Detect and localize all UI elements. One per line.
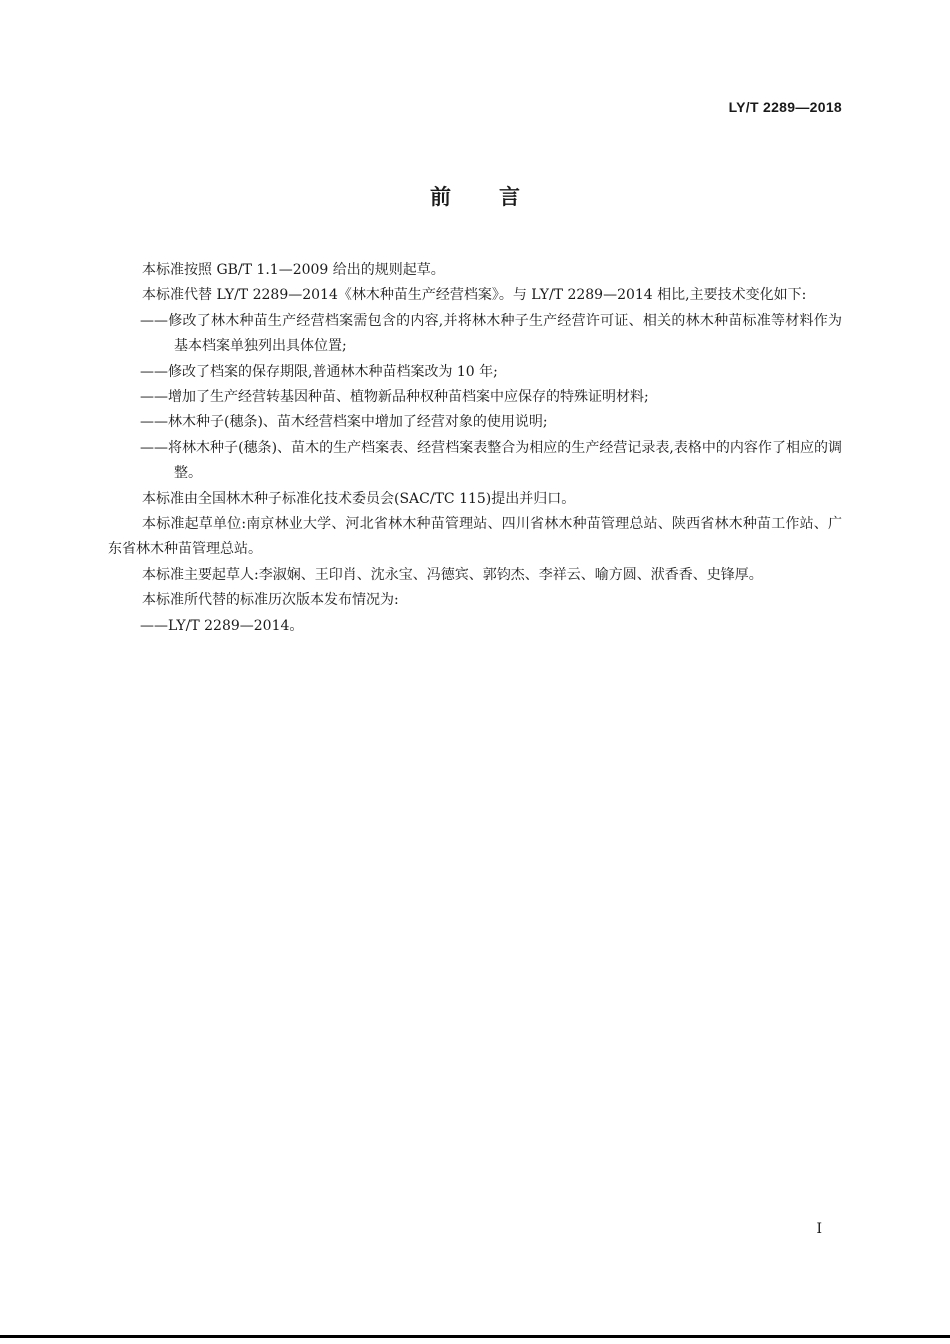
bottom-rule [0,1335,950,1338]
list-item: ——修改了林木种苗生产经营档案需包含的内容,并将林木种子生产经营许可证、相关的林木种苗标准等材料作为基本档案单独列出具体位置; [140,312,842,355]
page-number: I [816,1221,822,1237]
standard-code: LY/T 2289—2018 [728,99,842,115]
paragraph-drafting-units: 本标准起草单位:南京林业大学、河北省林木种苗管理站、四川省林木种苗管理总站、陕西省林木种苗工作站、广东省林木种苗管理总站。 [108,516,842,558]
list-item: ——林木种子(穗条)、苗木经营档案中增加了经营对象的使用说明; [140,414,548,431]
list-item: ——将林木种子(穗条)、苗木的生产档案表、经营档案表整合为相应的生产经营记录表,表格中的内容作了相应的调整。 [140,439,842,482]
paragraph-drafting-rules: 本标准按照 GB/T 1.1—2009 给出的规则起草。 [142,262,445,278]
list-item: ——增加了生产经营转基因种苗、植物新品种权种苗档案中应保存的特殊证明材料; [140,389,649,406]
paragraph-replacement: 本标准代替 LY/T 2289—2014《林木种苗生产经营档案》。与 LY/T 2289—2014 相比,主要技术变化如下: [142,287,807,304]
page-title: 前言 [430,185,568,209]
foreword-body [108,258,842,639]
list-item: ——修改了档案的保存期限,普通林木种苗档案改为 10 年; [140,363,498,380]
paragraph-drafters: 本标准主要起草人:李淑娴、王印肖、沈永宝、冯德宾、郭钧杰、李祥云、喻方圆、洑香香、史锋厚。 [142,566,763,583]
history-item: ——LY/T 2289—2014。 [140,617,304,634]
paragraph-proposer: 本标准由全国林木种子标准化技术委员会(SAC/TC 115)提出并归口。 [142,490,576,507]
paragraph-history-intro: 本标准所代替的标准历次版本发布情况为: [142,592,399,609]
